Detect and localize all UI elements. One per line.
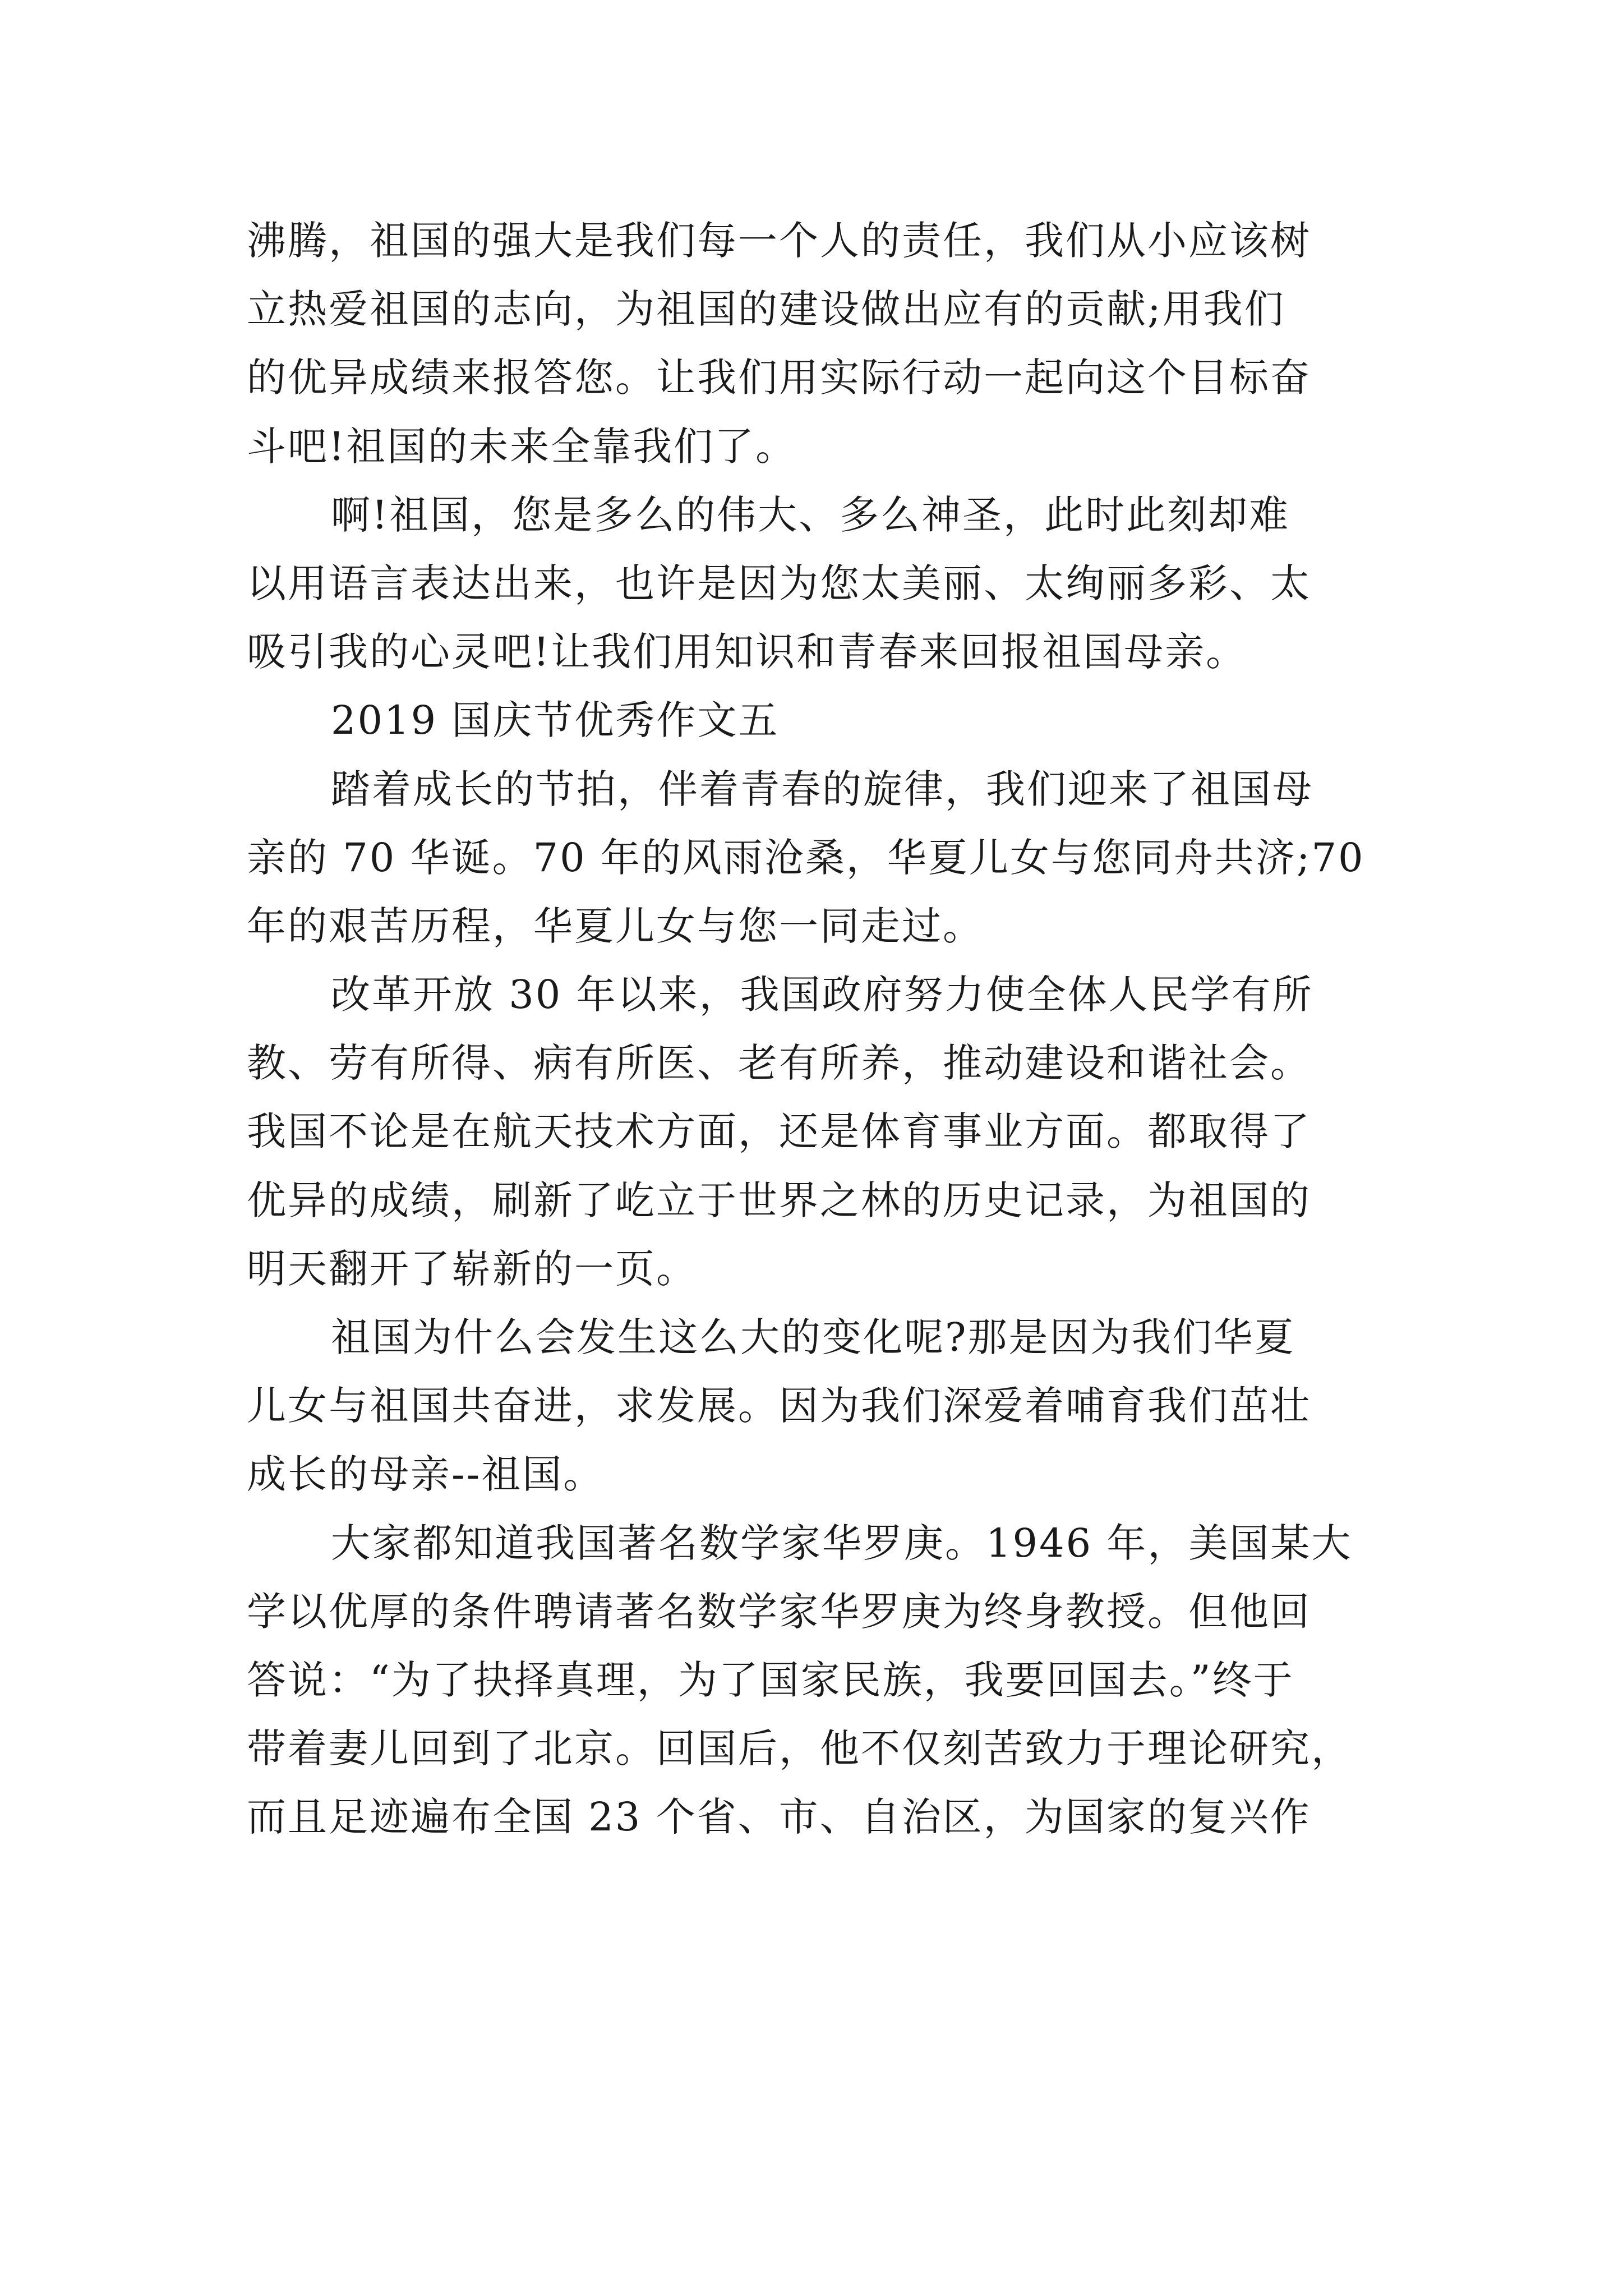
text-line: 啊!祖国，您是多么的伟大、多么神圣，此时此刻却难 [331, 491, 1290, 538]
text-line: 亲的 70 华诞。70 年的风雨沧桑，华夏儿女与您同舟共济;70 [247, 834, 1365, 881]
text-line: 踏着成长的节拍，伴着青春的旋律，我们迎来了祖国母 [331, 766, 1313, 812]
paragraph-2 [247, 481, 1385, 687]
section-heading [247, 686, 1385, 754]
text-line: 我国不论是在航天技术方面，还是体育事业方面。都取得了 [247, 1108, 1311, 1155]
text-line: 以用语言表达出来，也许是因为您太美丽、太绚丽多彩、太 [247, 560, 1311, 606]
text-line: 优异的成绩，刷新了屹立于世界之林的历史记录，为祖国的 [247, 1177, 1311, 1223]
text-line: 改革开放 30 年以来，我国政府努力使全体人民学有所 [331, 972, 1313, 1018]
paragraph-6 [247, 1509, 1385, 1852]
document-body [247, 206, 1385, 1852]
text-line: 儿女与祖国共奋进，求发展。因为我们深爱着哺育我们茁壮 [247, 1383, 1311, 1429]
text-line: 吸引我的心灵吧!让我们用知识和青春来回报祖国母亲。 [247, 629, 1247, 675]
text-line: 带着妻儿回到了北京。回国后，他不仅刻苦致力于理论研究， [247, 1726, 1352, 1772]
text-line: 成长的母亲--祖国。 [247, 1451, 605, 1498]
text-line: 立热爱祖国的志向，为祖国的建设做出应有的贡献;用我们 [247, 286, 1285, 333]
text-line: 明天翻开了崭新的一页。 [247, 1245, 697, 1292]
text-line: 沸腾，祖国的强大是我们每一个人的责任，我们从小应该树 [247, 218, 1311, 264]
text-line: 答说：“为了抉择真理，为了国家民族，我要回国去。”终于 [247, 1657, 1294, 1703]
text-line: 教、劳有所得、病有所医、老有所养，推动建设和谐社会。 [247, 1040, 1311, 1087]
text-line: 的优异成绩来报答您。让我们用实际行动一起向这个目标奋 [247, 355, 1311, 401]
text-line: 学以优厚的条件聘请著名数学家华罗庚为终身教授。但他回 [247, 1588, 1311, 1635]
paragraph-5 [247, 1303, 1385, 1509]
paragraph-3 [247, 755, 1385, 961]
paragraph-4 [247, 960, 1385, 1303]
paragraph-1 [247, 206, 1385, 481]
text-line: 年的艰苦历程，华夏儿女与您一同走过。 [247, 903, 984, 949]
text-line: 斗吧!祖国的未来全靠我们了。 [247, 423, 797, 470]
text-line: 而且足迹遍布全国 23 个省、市、自治区，为国家的复兴作 [247, 1794, 1311, 1841]
text-line: 大家都知道我国著名数学家华罗庚。1946 年，美国某大 [331, 1520, 1353, 1566]
heading-line: 2019 国庆节优秀作文五 [331, 697, 780, 744]
text-line: 祖国为什么会发生这么大的变化呢?那是因为我们华夏 [331, 1314, 1295, 1360]
